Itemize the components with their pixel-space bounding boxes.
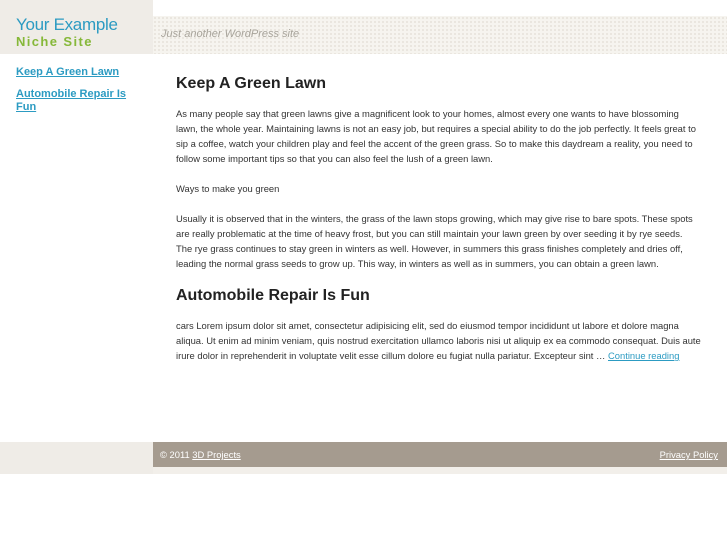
header-tagline-bar <box>153 16 727 54</box>
sidebar-link-keep-a-green-lawn[interactable]: Keep A Green Lawn <box>16 66 120 78</box>
post-automobile-repair <box>176 286 701 363</box>
site-title[interactable]: Your Example <box>16 15 118 34</box>
post-title[interactable]: Keep A Green Lawn <box>176 75 326 92</box>
post-keep-a-green-lawn <box>176 74 701 271</box>
post-title[interactable]: Automobile Repair Is Fun <box>176 287 370 304</box>
post-paragraph: Usually it is observed that in the winters, the grass of the lawn stops growing, which may give rise to bare spots. These spots are really problematic at the time of heavy frost, but you can still maintain your lawn green by over seeding it by rye seeds. The rye grass continues to stay green in winters as well. However, in summers this grass finishes completely and dries off, leading the normal grass seeds to grow up. This way, in winters as well as in summers, you can obtain a green lawn. <box>176 213 693 269</box>
site-tagline: Just another WordPress site <box>161 28 300 40</box>
privacy-policy-link[interactable]: Privacy Policy <box>659 449 718 460</box>
site-subtitle[interactable]: Niche Site <box>16 34 93 49</box>
footer-bar <box>153 442 727 467</box>
main-content <box>176 74 701 378</box>
footer-copyright <box>160 449 241 460</box>
footer-strip <box>153 467 727 474</box>
company-link[interactable]: 3D Projects <box>192 449 241 460</box>
post-excerpt <box>176 318 701 363</box>
sidebar <box>16 66 141 123</box>
continue-reading-link[interactable]: Continue reading <box>608 350 680 361</box>
excerpt-text: cars Lorem ipsum dolor sit amet, consectetur adipisicing elit, sed do eiusmod tempor incididunt ut labore et dolore magna aliqua. Ut enim ad minim veniam, quis nostrud exercitation ullamco laboris nisi ut aliquip ex ea commodo consequat. Duis aute irure dolor in reprehenderit in voluptate velit esse cillum dolore eu fugiat nulla pariatur. Excepteur sint … <box>176 320 701 361</box>
sidebar-link-automobile-repair[interactable]: Automobile Repair Is Fun <box>16 88 127 113</box>
post-paragraph: Ways to make you green <box>176 183 280 194</box>
copyright-text: © 2011 <box>160 449 190 460</box>
header-branding <box>0 0 153 54</box>
footer-left-block <box>0 442 153 474</box>
post-paragraph: As many people say that green lawns give a magnificent look to your homes, almost every one wants to have blossoming lawn, the whole year. Maintaining lawns is not an easy job, but requires a special ability to do the job perfectly. It feels great to sip a coffee, watch your children play and feel the accent of the green grass. So to make this daydream a reality, you need to follow some important tips so that you can also feel the lush of a green lawn. <box>176 108 696 164</box>
